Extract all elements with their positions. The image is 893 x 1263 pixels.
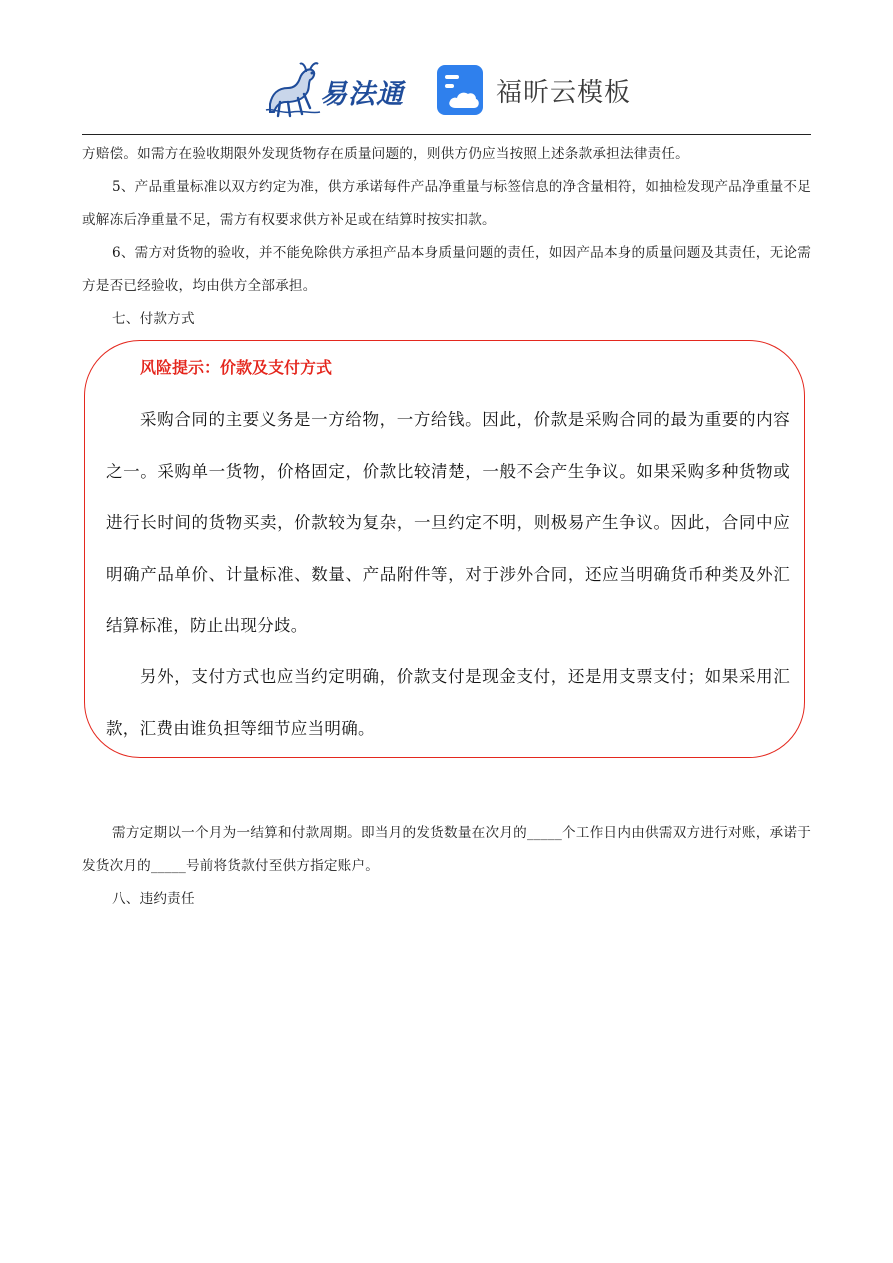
section-7-heading: 七、付款方式 (112, 311, 195, 327)
fuxin-logo (436, 64, 636, 118)
section-8-heading: 八、违约责任 (112, 891, 195, 907)
paragraph-item-5: 5、产品重量标准以双方约定为准，供方承诺每件产品净重量与标签信息的净含量相符，如抽检发现产品净重量不足或解冻后净重量不足，需方有权要求供方补足或在结算时按实扣款。 (82, 179, 811, 228)
paragraph-payment-cycle: 需方定期以一个月为一结算和付款周期。即当月的发货数量在次月的_____个工作日内由供需双方进行对账，承诺于发货次月的_____号前将货款付至供方指定账户。 (82, 825, 811, 874)
risk-tip-paragraph-2: 另外，支付方式也应当约定明确，价款支付是现金支付，还是用支票支付；如果采用汇款，汇费由谁负担等细节应当明确。 (106, 667, 790, 738)
fuxin-cloud-doc-icon (436, 64, 486, 116)
risk-tip-title: 风险提示：价款及支付方式 (140, 358, 333, 377)
page-header (0, 0, 893, 136)
header-divider (82, 134, 811, 135)
paragraph-item-6: 6、需方对货物的验收，并不能免除供方承担产品本身质量问题的责任，如因产品本身的质量问题及其责任，无论需方是否已经验收，均由供方全部承担。 (82, 245, 811, 294)
yifatong-brand-text: 易法通 (320, 79, 404, 110)
paragraph-continuation: 方赔偿。如需方在验收期限外发现货物存在质量问题的，则供方仍应当按照上述条款承担法律责任。 (82, 146, 689, 162)
risk-tip-paragraph-1: 采购合同的主要义务是一方给物，一方给钱。因此，价款是采购合同的最为重要的内容之一。采购单一货物，价格固定，价款比较清楚，一般不会产生争议。如果采购多种货物或进行长时间的货物买卖，价款较为复杂，一旦约定不明，则极易产生争议。因此，合同中应明确产品单价、计量标准、数量、产品附件等，对于涉外合同，还应当明确货币种类及外汇结算标准，防止出现分歧。 (106, 410, 790, 635)
qilin-icon (262, 58, 322, 120)
yifatong-logo (262, 58, 412, 120)
fuxin-brand-text: 福昕云模板 (496, 78, 632, 108)
